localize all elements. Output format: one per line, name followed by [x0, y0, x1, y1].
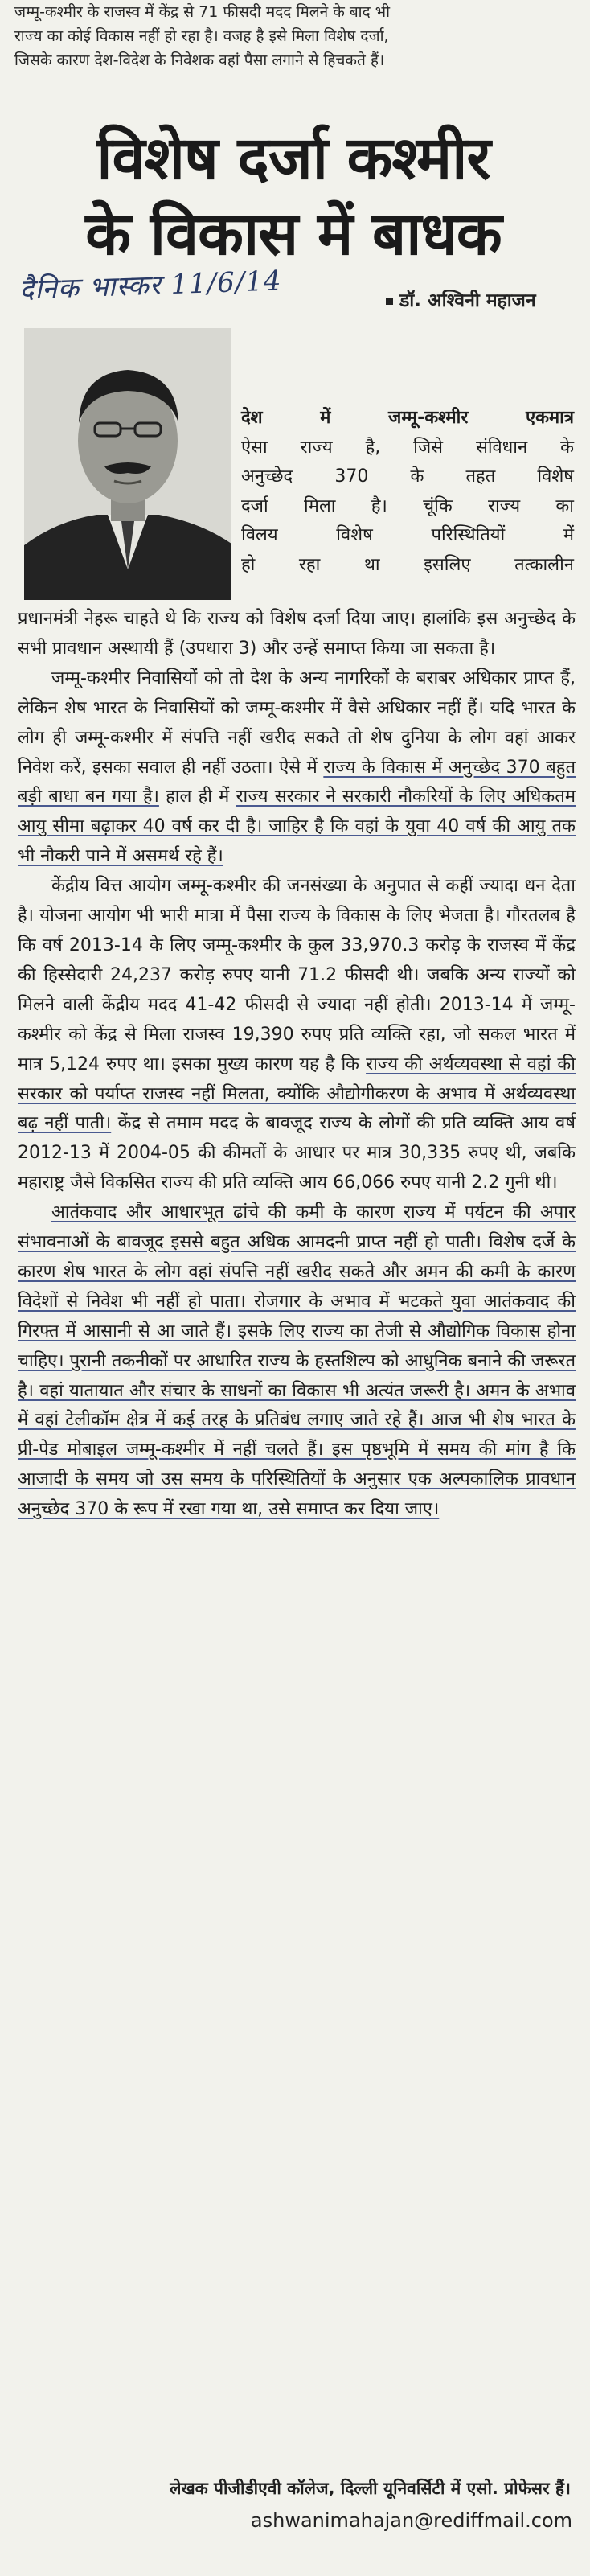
paragraph-3 [18, 872, 576, 1198]
article-body [18, 605, 576, 1525]
paragraph-4 [18, 1198, 576, 1525]
paragraph-2-text: जम्मू-कश्मीर निवासियों को तो देश के अन्य नागरिकों के बराबर अधिकार प्राप्त हैं, लेकिन शेष भारत के निवासियों को जम्मू-कश्मीर में वैसे अधिकार नहीं हैं। यदि भारत के लोग ही जम्मू-कश्मीर में संपत्ति नहीं खरीद सकते तो शेष दुनिया के लोग वहां आकर निवेश करें, इसका सवाल ही नहीं उठता। ऐसे में [18, 668, 576, 778]
lead-line: अनुच्छेद 370 के तहत विशेष [241, 466, 574, 487]
headline-line-2: के विकास में बाधक [85, 199, 502, 269]
previous-article-line: जिसके कारण देश-विदेश के निवेशक वहां पैसा लगाने से हिचकते हैं। [14, 51, 385, 69]
author-credit: लेखक पीजीडीएवी कॉलेज, दिल्ली यूनिवर्सिटी में एसो. प्रोफेसर हैं। [170, 2479, 571, 2498]
underlined-phrase: राज्य के विकास में अनुच्छेद 370 बहुत बड़ी बाधा बन गया है। [18, 757, 576, 807]
bullet-icon [386, 298, 393, 305]
author-name: डॉ. अश्विनी महाजन [399, 290, 536, 311]
author-byline [386, 286, 536, 312]
handwritten-date-note: दैनिक भास्कर 11/6/14 [18, 265, 283, 306]
underlined-phrase: राज्य सरकार ने सरकारी नौकरियों के लिए अधिकतम आयु सीमा बढ़ाकर 40 वर्ष कर दी है। जाहिर है कि वहां के युवा 40 वर्ष की आयु तक भी नौकरी पाने में असमर्थ रहे हैं। [18, 787, 576, 867]
paragraph-1: प्रधानमंत्री नेहरू चाहते थे कि राज्य को विशेष दर्जा दिया जाए। हालांकि इस अनुच्छेद के सभी प्रावधान अस्थायी हैं (उपधारा 3) और उन्हें समाप्त किया जा सकता है। [18, 609, 576, 659]
lead-line: दर्जा मिला है। चूंकि राज्य का [241, 495, 574, 516]
author-portrait-image [24, 328, 231, 600]
author-email: ashwanimahajan@rediffmail.com [250, 2509, 572, 2532]
paragraph-2-text: हाल ही में [158, 787, 236, 807]
lead-line: हो रहा था इसलिए तत्कालीन [241, 554, 574, 575]
underlined-phrase: राज्य की अर्थव्यवस्था से वहां की सरकार को पर्याप्त राजस्व नहीं मिलता, क्योंकि औद्योगीकरण के अभाव में अर्थव्यवस्था बढ़ नहीं पाती। [18, 1054, 576, 1134]
headline-line-1: विशेष दर्जा कश्मीर [96, 124, 490, 193]
lead-line: देश में जम्मू-कश्मीर एकमात्र [241, 408, 574, 428]
paragraph-3-text: केंद्र से तमाम मदद के बावजूद राज्य के लोगों की प्रति व्यक्ति आय वर्ष 2012-13 में 2004-05 की कीमतों के आधार पर मात्र 30,335 रुपए थी, जबकि महाराष्ट्र जैसे विकसित राज्य की प्रति व्यक्ति आय 66,066 रुपए यानी 2.2 गुनी थी। [18, 1113, 576, 1194]
paragraph-3-text: केंद्रीय वित्त आयोग जम्मू-कश्मीर की जनसंख्या के अनुपात से कहीं ज्यादा धन देता है। योजना आयोग भी भारी मात्रा में पैसा राज्य के विकास के लिए भेजता है। गौरतलब है कि वर्ष 2013-14 के लिए जम्मू-कश्मीर के कुल 33,970.3 करोड़ के राजस्व में केंद्र की हिस्सेदारी 24,237 करोड़ रुपए यानी 71.2 फीसदी थी। जबकि अन्य राज्यों को मिलने वाली केंद्रीय मदद 41-42 फीसदी से ज्यादा नहीं होती। 2013-14 में जम्मू-कश्मीर को केंद्र से मिला राजस्व 19,390 रुपए प्रति व्यक्ति रहा, जो सकल भारत में मात्र 5,124 रुपए था। इसका मुख्य कारण यह है कि [18, 876, 576, 1074]
article-lead-column [241, 404, 574, 580]
author-photo [24, 328, 231, 600]
previous-article-line: जम्मू-कश्मीर के राजस्व में केंद्र से 71 फीसदी मदद मिलने के बाद भी [14, 3, 390, 21]
paragraph-2 [18, 664, 576, 872]
article-headline [32, 121, 555, 272]
paragraph-4-text: आतंकवाद और आधारभूत ढांचे की कमी के कारण राज्य में पर्यटन की अपार संभावनाओं के बावजूद इससे बहुत अधिक आमदनी प्राप्त नहीं हो पाती। विशेष दर्जे के कारण शेष भारत के लोग वहां संपत्ति नहीं खरीद सकते और अमन की कमी के कारण विदेशों से निवेश भी नहीं हो पाता। रोजगार के अभाव में भटकते युवा आतंकवाद की गिरफ्त में आसानी से आ जाते हैं। इसके लिए राज्य का तेजी से औद्योगिक विकास होना चाहिए। पुरानी तकनीकों पर आधारित राज्य के हस्तशिल्प को आधुनिक बनाने की जरूरत है। वहां यातायात और संचार के साधनों का विकास भी अत्यंत जरूरी है। अमन के अभाव में वहां टेलीकॉम क्षेत्र में कई तरह के प्रतिबंध लगाए जाते रहे हैं। आज भी शेष भारत के प्री-पेड मोबाइल जम्मू-कश्मीर में नहीं चलते हैं। इस पृष्ठभूमि में समय की मांग है कि आजादी के समय जो उस समय के परिस्थितियों के अनुसार एक अल्पकालिक प्रावधान अनुच्छेद 370 के रूप में रखा गया था, उसे समाप्त कर दिया जाए। [18, 1202, 576, 1520]
lead-line: विलय विशेष परिस्थितियों में [241, 525, 574, 545]
previous-article-line: राज्य का कोई विकास नहीं हो रहा है। वजह है इसे मिला विशेष दर्जा, [14, 27, 389, 45]
previous-article-snippet [14, 0, 577, 72]
lead-line: ऐसा राज्य है, जिसे संविधान के [241, 437, 574, 458]
